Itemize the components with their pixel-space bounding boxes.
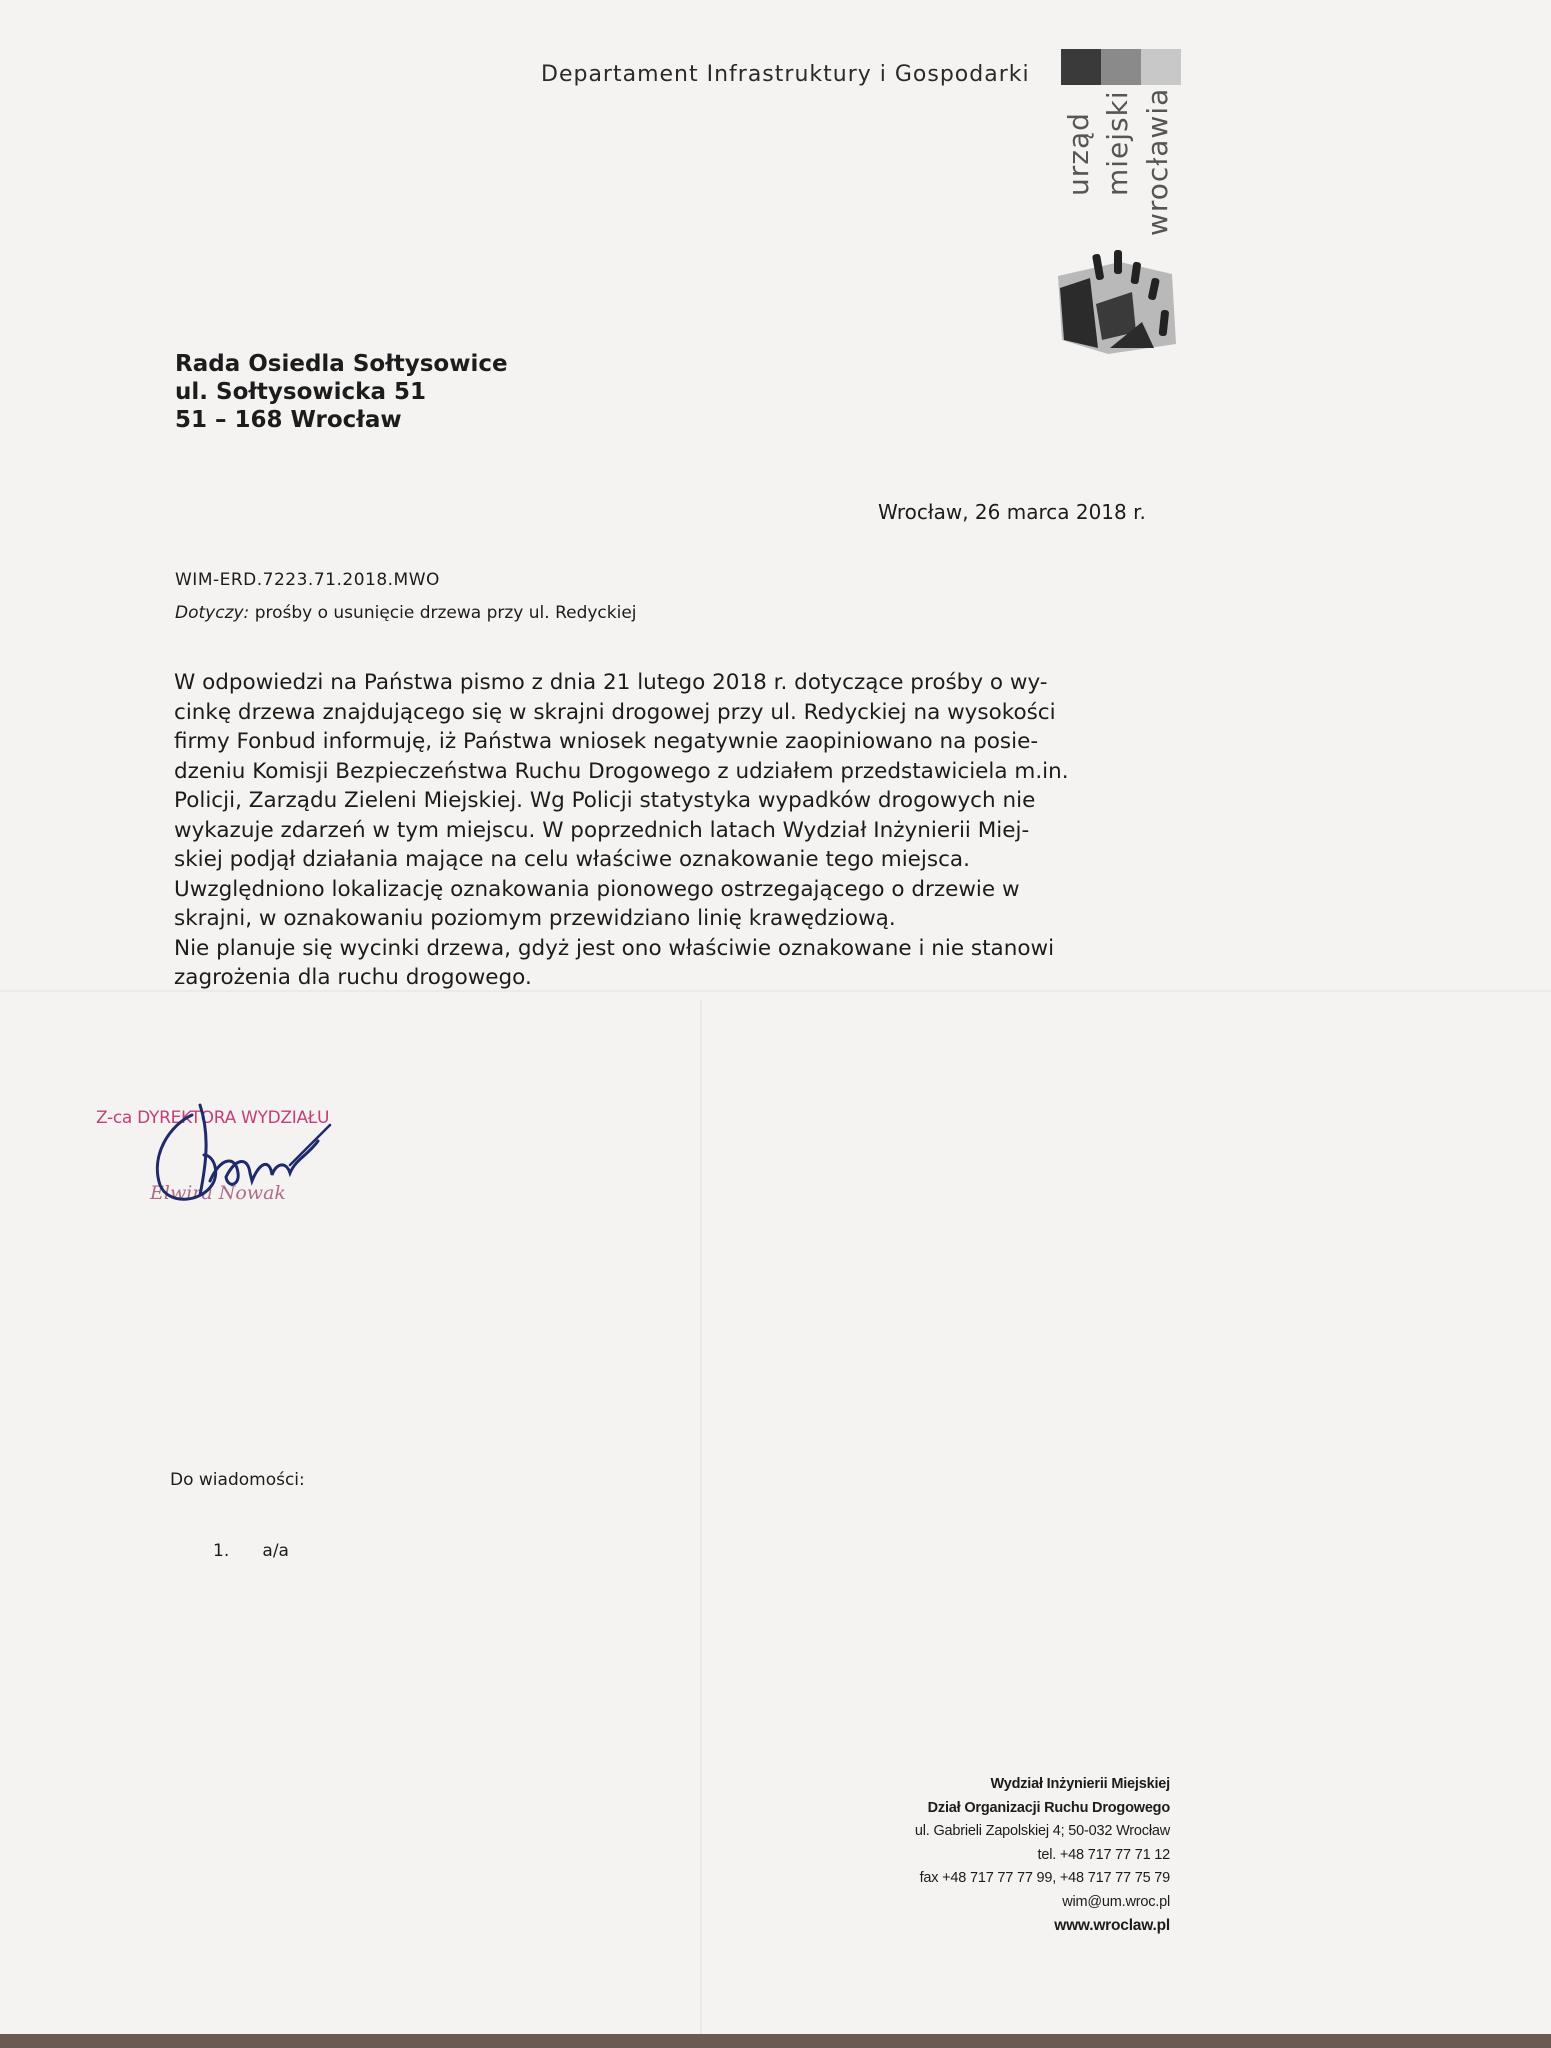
recipient-line-3: 51 – 168 Wrocław: [175, 407, 402, 433]
reference-number: WIM-ERD.7223.71.2018.MWO: [175, 570, 440, 590]
footer-fax: fax +48 717 77 77 99, +48 717 77 75 79: [919, 1870, 1170, 1886]
cc-heading: Do wiadomości:: [170, 1470, 305, 1490]
cc-item-number: 1.: [213, 1541, 230, 1561]
brand-bar-light: [1141, 49, 1181, 85]
subject-line: [175, 603, 637, 623]
brand-text-urzad: urząd: [1062, 112, 1095, 196]
body-line: Policji, Zarządu Zieleni Miejskiej. Wg Policji statystyka wypadków drogowych nie: [174, 788, 1036, 813]
footer-unit: Wydział Inżynierii Miejskiej: [990, 1776, 1170, 1792]
footer-phone: tel. +48 717 77 71 12: [1037, 1846, 1170, 1863]
sender-footer: [760, 1773, 1170, 1938]
brand-color-bars: [1061, 49, 1181, 85]
body-line: cinkę drzewa znajdującego się w skrajni drogowej przy ul. Redyckiej na wysokości: [174, 699, 1056, 725]
brand-text-wroclawia: wrocławia: [1141, 87, 1174, 236]
city-logo-icon: [1050, 248, 1182, 358]
subject-label: Dotyczy:: [175, 603, 250, 623]
brand-bar-medium: [1101, 49, 1141, 85]
handwritten-signature: [140, 1085, 340, 1215]
department-name: Departament Infrastruktury i Gospodarki: [541, 62, 1030, 87]
cc-item-text: a/a: [262, 1541, 289, 1561]
letter-body: [174, 668, 1174, 993]
body-line: firmy Fonbud informuję, iż Państwa wniosek negatywnie zaopiniowano na posie-: [174, 729, 1039, 754]
footer-division: Dział Organizacji Ruchu Drogowego: [927, 1799, 1170, 1816]
footer-email: wim@um.wroc.pl: [1062, 1893, 1170, 1910]
paper-fold-vertical: [700, 1000, 702, 2048]
body-line: skiej podjął działania mające na celu właściwe oznakowanie tego miejsca.: [174, 847, 970, 872]
subject-text: prośby o usunięcie drzewa przy ul. Redyckiej: [254, 603, 637, 623]
signatory-stamp-name: Elwira Nowak: [150, 1182, 286, 1204]
body-line: dzeniu Komisji Bezpieczeństwa Ruchu Drogowego z udziałem przedstawiciela m.in.: [174, 758, 1069, 784]
recipient-line-1: Rada Osiedla Sołtysowice: [175, 351, 508, 377]
body-line: Nie planuje się wycinki drzewa, gdyż jest ono właściwie oznakowane i nie stanowi: [174, 935, 1055, 961]
footer-street: ul. Gabrieli Zapolskiej 4; 50-032 Wrocław: [914, 1823, 1170, 1839]
body-line: wykazuje zdarzeń w tym miejscu. W poprzednich latach Wydział Inżynierii Miej-: [174, 817, 1030, 843]
body-line: Uwzględniono lokalizację oznakowania pionowego ostrzegającego o drzewie w: [174, 876, 1020, 902]
letter-date: Wrocław, 26 marca 2018 r.: [878, 500, 1146, 524]
scan-bottom-edge: [0, 2034, 1551, 2048]
footer-website: www.wroclaw.pl: [1054, 1917, 1170, 1934]
body-line: zagrożenia dla ruchu drogowego.: [174, 965, 532, 990]
brand-bar-dark: [1061, 49, 1101, 85]
recipient-line-2: ul. Sołtysowicka 51: [175, 379, 426, 405]
body-line: skrajni, w oznakowaniu poziomym przewidziano linię krawędziową.: [174, 906, 896, 931]
body-line: W odpowiedzi na Państwa pismo z dnia 21 lutego 2018 r. dotyczące prośby o wy-: [174, 670, 1048, 695]
recipient-address: [175, 350, 508, 434]
brand-text-miejski: miejski: [1101, 90, 1134, 196]
cc-item: [213, 1541, 289, 1561]
signatory-stamp-title: Z-ca DYREKTORA WYDZIAŁU: [96, 1108, 330, 1128]
